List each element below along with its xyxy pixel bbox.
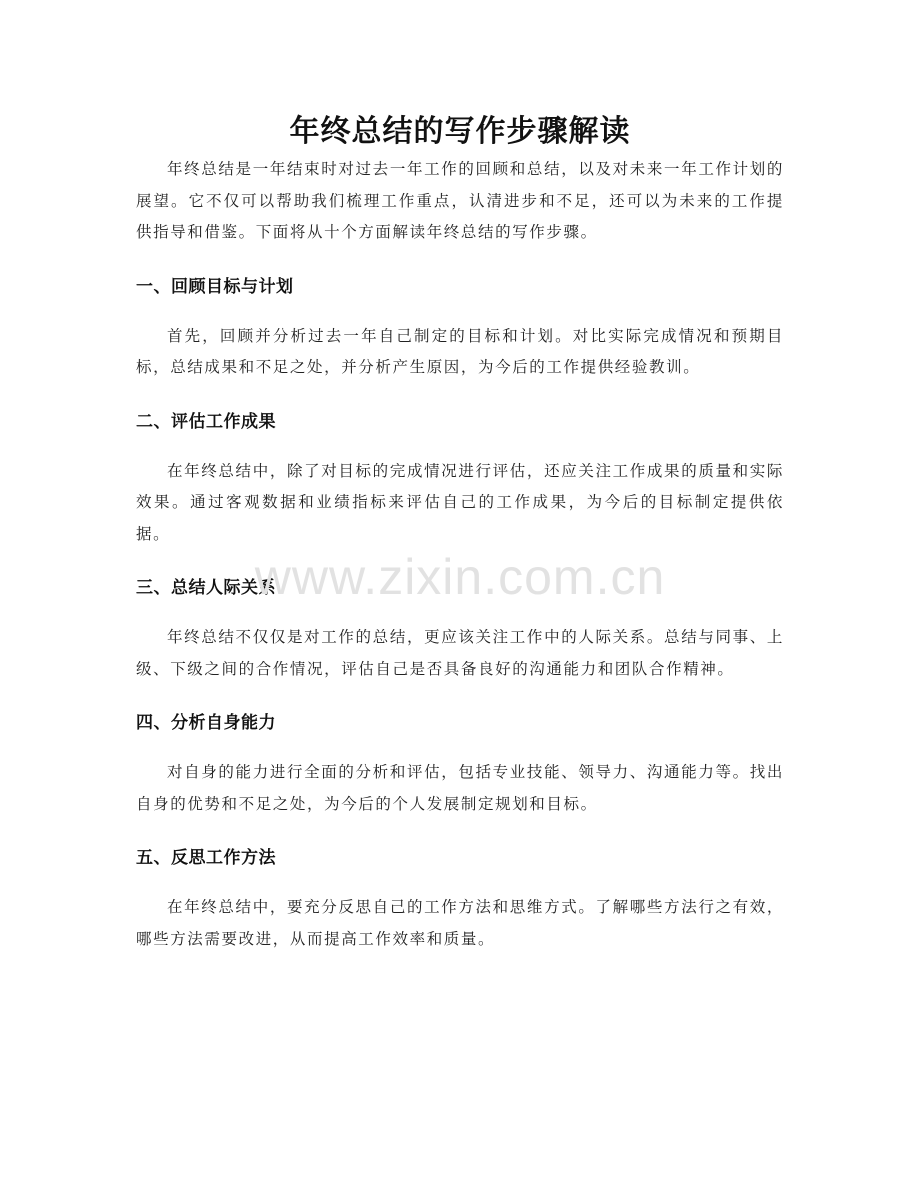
- intro-paragraph: 年终总结是一年结束时对过去一年工作的回顾和总结，以及对未来一年工作计划的展望。它不仅可以帮助我们梳理工作重点，认清进步和不足，还可以为未来的工作提供指导和借鉴。下面将从十个方面解读年终总结的写作步骤。: [136, 160, 784, 241]
- section-body: 在年终总结中，除了对目标的完成情况进行评估，还应关注工作成果的质量和实际效果。通过客观数据和业绩指标来评估自己的工作成果，为今后的目标制定提供依据。: [136, 461, 784, 543]
- section-body: 年终总结不仅仅是对工作的总结，更应该关注工作中的人际关系。总结与同事、上级、下级之间的合作情况，评估自己是否具备良好的沟通能力和团队合作精神。: [136, 628, 784, 678]
- section-4: [136, 709, 784, 820]
- watermark: www.zixin.com.cn: [254, 549, 666, 605]
- document-title: 年终总结的写作步骤解读: [289, 114, 631, 149]
- section-body: 对自身的能力进行全面的分析和评估，包括专业技能、领导力、沟通能力等。找出自身的优势和不足之处，为今后的个人发展制定规划和目标。: [136, 763, 784, 813]
- section-3: [136, 574, 784, 685]
- section-heading: 三、总结人际关系: [136, 578, 276, 598]
- section-heading: 四、分析自身能力: [136, 713, 276, 733]
- section-body: 在年终总结中，要充分反思自己的工作方法和思维方式。了解哪些方法行之有效，哪些方法需要改进，从而提高工作效率和质量。: [136, 898, 784, 948]
- section-heading: 二、评估工作成果: [136, 411, 276, 432]
- section-2: [136, 408, 784, 551]
- section-1: [136, 273, 784, 384]
- section-5: [136, 844, 784, 955]
- section-body: 首先，回顾并分析过去一年自己制定的目标和计划。对比实际完成情况和预期目标，总结成果和不足之处，并分析产生原因，为今后的工作提供经验教训。: [136, 326, 784, 376]
- section-heading: 一、回顾目标与计划: [136, 276, 294, 297]
- section-heading: 五、反思工作方法: [136, 848, 276, 868]
